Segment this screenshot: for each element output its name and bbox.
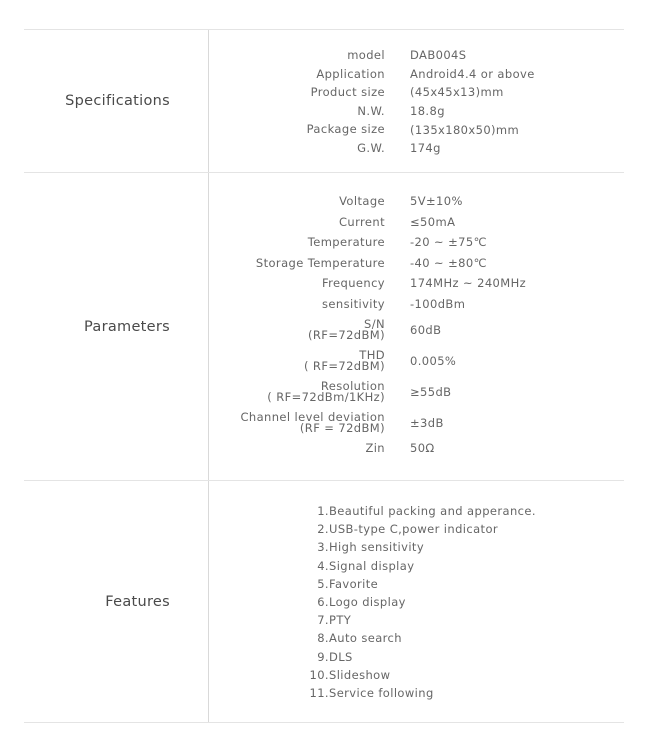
spec-label: G.W. bbox=[357, 141, 385, 156]
param-row-frequency bbox=[209, 273, 624, 294]
features-section bbox=[24, 481, 624, 723]
spec-value: (45x45x13)mm bbox=[410, 85, 504, 100]
param-label: Storage Temperature bbox=[255, 255, 385, 270]
feature-item: 8. Auto search bbox=[317, 631, 402, 646]
param-row-current bbox=[209, 212, 624, 233]
features-heading: Features bbox=[24, 481, 209, 722]
specifications-section bbox=[24, 30, 624, 173]
param-label: Zin bbox=[365, 441, 385, 455]
param-value: 5V±10% bbox=[410, 194, 463, 209]
spec-value: 18.8g bbox=[410, 104, 445, 119]
features-body bbox=[209, 481, 624, 722]
feature-item: 6. Logo display bbox=[317, 594, 406, 609]
spec-label: Product size bbox=[310, 85, 385, 100]
spec-row-product-size bbox=[209, 83, 624, 102]
feature-item: 11. Service following bbox=[309, 685, 434, 700]
param-label: Channel level deviation (RF = 72dBM) bbox=[240, 410, 385, 435]
specifications-body bbox=[209, 30, 624, 172]
feature-item: 7. PTY bbox=[317, 613, 352, 628]
spec-row-gross-weight bbox=[209, 139, 624, 158]
feature-item: 9. DLS bbox=[317, 649, 353, 664]
param-label: THD ( RF=72dBM) bbox=[303, 348, 385, 373]
param-row-temperature bbox=[209, 232, 624, 253]
param-row-zin bbox=[209, 438, 624, 459]
param-label: sensitivity bbox=[322, 296, 385, 311]
param-value: ≤50mA bbox=[410, 214, 456, 229]
spec-value: Android4.4 or above bbox=[410, 66, 535, 81]
param-label: Temperature bbox=[307, 235, 385, 249]
spec-row-net-weight bbox=[209, 102, 624, 121]
param-value: 50Ω bbox=[410, 441, 435, 456]
param-label: Voltage bbox=[339, 194, 385, 208]
spec-label: Application bbox=[316, 66, 385, 81]
param-row-sensitivity bbox=[209, 294, 624, 315]
parameters-heading: Parameters bbox=[24, 173, 209, 480]
spec-label: N.W. bbox=[357, 103, 385, 118]
param-value: -20 ~ ±75℃ bbox=[410, 235, 487, 250]
specifications-heading: Specifications bbox=[24, 30, 209, 172]
spec-value: (135x180x50)mm bbox=[410, 122, 520, 137]
param-row-thd bbox=[209, 345, 624, 376]
param-value: 0.005% bbox=[410, 353, 457, 368]
param-label: Resolution ( RF=72dBm/1KHz) bbox=[267, 379, 385, 404]
feature-item: 5. Favorite bbox=[317, 576, 379, 591]
param-value: 60dB bbox=[410, 322, 442, 337]
param-value: 174MHz ~ 240MHz bbox=[410, 276, 527, 291]
spec-label: Package size bbox=[306, 122, 385, 137]
param-row-signal-noise bbox=[209, 314, 624, 345]
param-row-voltage bbox=[209, 191, 624, 212]
param-value: -40 ~ ±80℃ bbox=[410, 255, 487, 270]
param-label: Current bbox=[339, 214, 385, 229]
param-label: S/N (RF=72dBM) bbox=[308, 317, 385, 342]
feature-item: 3. High sensitivity bbox=[317, 540, 425, 555]
spec-label: model bbox=[347, 48, 385, 63]
param-value: ≥55dB bbox=[410, 384, 452, 399]
spec-value: DAB004S bbox=[410, 48, 467, 63]
param-row-channel-level-deviation bbox=[209, 407, 624, 438]
spec-value: 174g bbox=[410, 141, 441, 156]
feature-item: 4. Signal display bbox=[317, 558, 415, 573]
param-row-resolution bbox=[209, 376, 624, 407]
feature-item: 2. USB-type C,power indicator bbox=[317, 522, 499, 537]
parameters-body bbox=[209, 173, 624, 480]
param-value: -100dBm bbox=[410, 296, 466, 311]
spec-row-package-size bbox=[209, 120, 624, 139]
feature-item: 1. Beautiful packing and apperance. bbox=[317, 504, 536, 518]
feature-item: 10. Slideshow bbox=[309, 667, 391, 682]
param-value: ±3dB bbox=[410, 415, 444, 430]
spec-row-application bbox=[209, 65, 624, 84]
parameters-section bbox=[24, 173, 624, 481]
spec-row-model bbox=[209, 46, 624, 65]
spec-table bbox=[24, 29, 624, 723]
param-row-storage-temperature bbox=[209, 253, 624, 274]
features-list bbox=[307, 502, 536, 702]
param-label: Frequency bbox=[321, 276, 385, 290]
